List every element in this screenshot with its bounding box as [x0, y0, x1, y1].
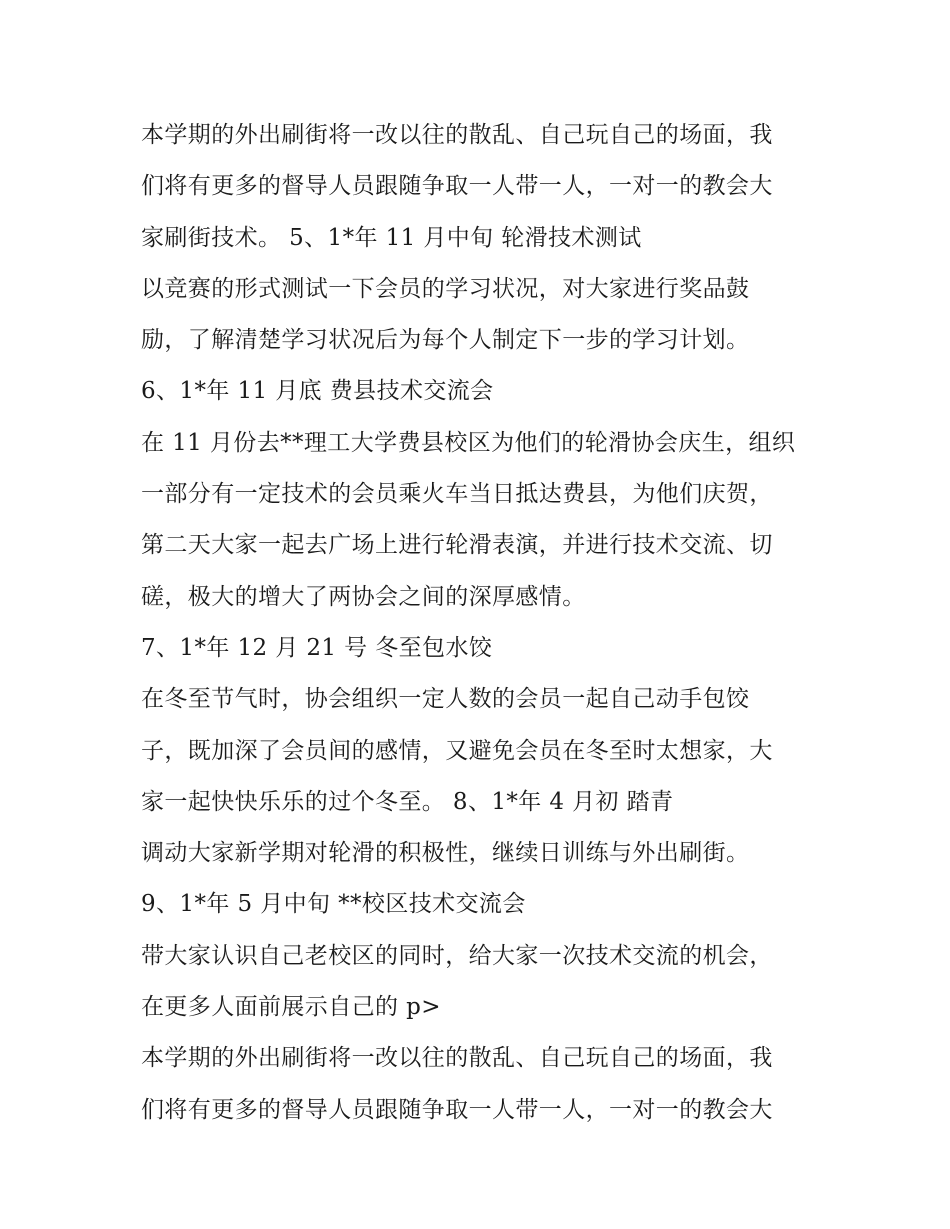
text-line: 本学期的外出刷街将一改以往的散乱、自己玩自己的场面，我 [141, 122, 773, 148]
text-line: 励，了解清楚学习状况后为每个人制定下一步的学习计划。 [141, 327, 750, 354]
text-line: 子，既加深了会员间的感情，又避免会员在冬至时太想家，大 [141, 737, 773, 764]
section-heading-line: 家一起快快乐乐的过个冬至。 8、1*年 4 月初 踏青 [141, 788, 674, 815]
text-line: 第二天大家一起去广场上进行轮滑表演，并进行技术交流、切 [141, 532, 773, 559]
text-line: 们将有更多的督导人员跟随争取一人带一人，一对一的教会大 [141, 1096, 773, 1123]
text-line: 本学期的外出刷街将一改以往的散乱、自己玩自己的场面，我 [141, 1045, 773, 1072]
section-heading: 9、1*年 5 月中旬 **校区技术交流会 [141, 891, 526, 918]
document-body [141, 110, 821, 1136]
text-line: 调动大家新学期对轮滑的积极性，继续日训练与外出刷街。 [141, 840, 750, 867]
section-heading: 7、1*年 12 月 21 号 冬至包水饺 [141, 634, 493, 661]
text-line: 以竞赛的形式测试一下会员的学习状况，对大家进行奖品鼓 [141, 275, 750, 302]
text-line: 磋，极大的增大了两协会之间的深厚感情。 [141, 583, 586, 610]
text-line: 们将有更多的督导人员跟随争取一人带一人，一对一的教会大 [141, 173, 773, 200]
section-heading: 6、1*年 11 月底 费县技术交流会 [141, 378, 494, 405]
text-line: 在 11 月份去**理工大学费县校区为他们的轮滑协会庆生，组织 [141, 429, 796, 456]
text-line: 在冬至节气时，协会组织一定人数的会员一起自己动手包饺 [141, 686, 750, 713]
text-line: 在更多人面前展示自己的 p> [141, 994, 441, 1021]
section-heading-line: 家刷街技术。 5、1*年 11 月中旬 轮滑技术测试 [141, 224, 642, 251]
text-line: 一部分有一定技术的会员乘火车当日抵达费县，为他们庆贺， [141, 481, 773, 508]
text-line: 带大家认识自己老校区的同时，给大家一次技术交流的机会， [141, 942, 773, 969]
